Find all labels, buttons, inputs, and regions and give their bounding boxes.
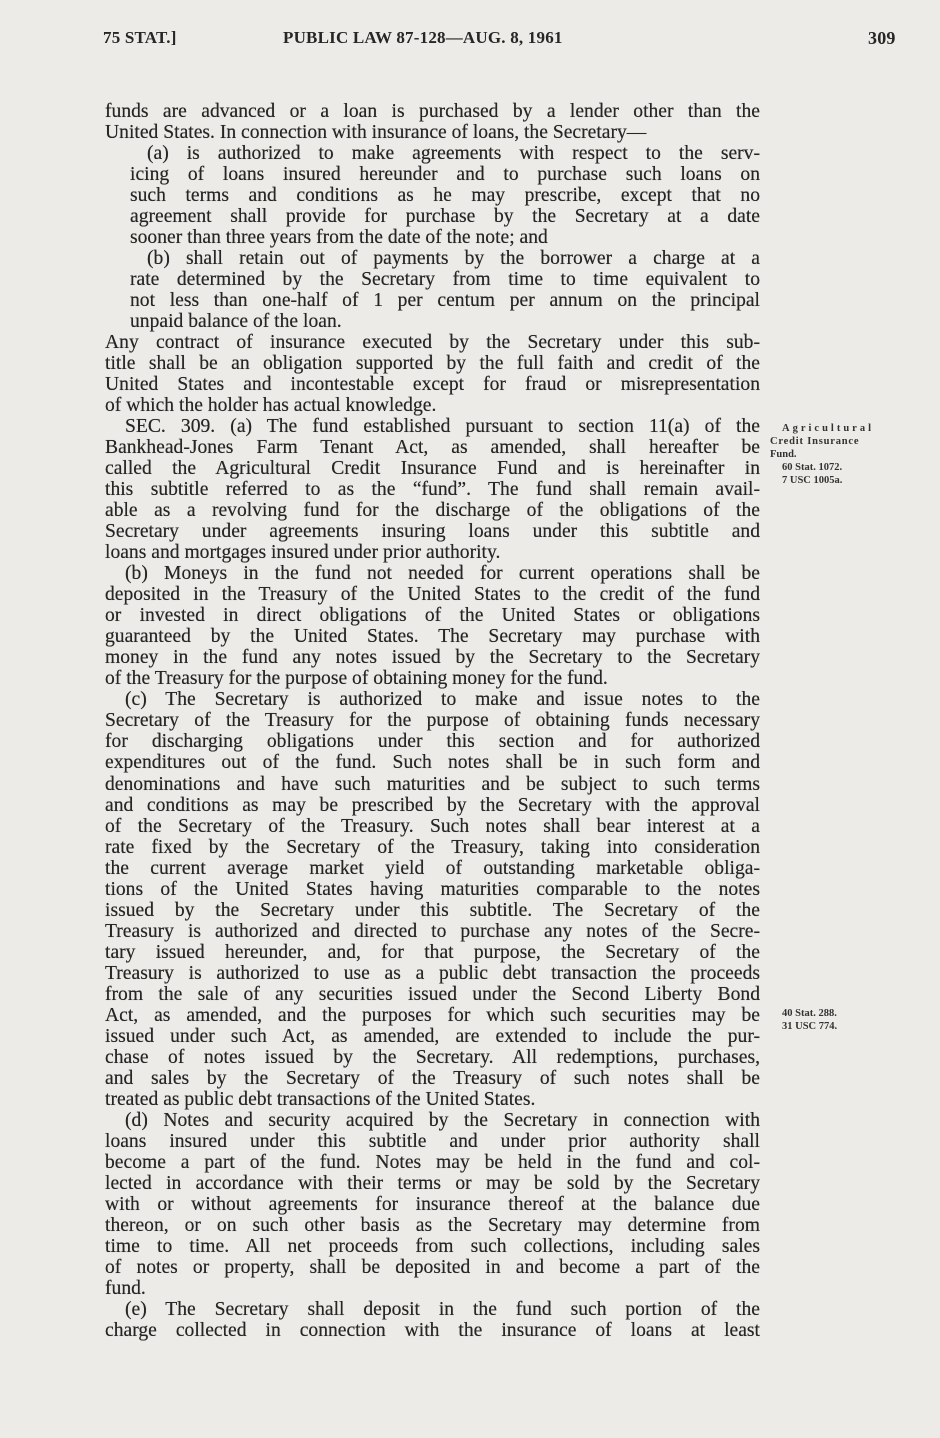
text-line: issued under such Act, as amended, are extended to include the pur- [105,1025,760,1047]
text-line: chase of notes issued by the Secretary. All redemptions, purchases, [105,1046,760,1068]
text-line: or invested in direct obligations of the United States or obligations [105,605,760,627]
text-line: not less than one-half of 1 per centum per annum on the principal [130,290,760,312]
text-line: money in the fund any notes issued by the Secretary to the Secretary [105,647,760,669]
text-line: the current average market yield of outstanding marketable obliga- [105,857,760,879]
text-line: able as a revolving fund for the discharge of the obligations of the [105,500,760,522]
text-line: funds are advanced or a loan is purchased by a lender other than the [105,101,760,122]
text-line: lected in accordance with their terms or may be sold by the Secretary [105,1172,760,1194]
text-line: (b) shall retain out of payments by the borrower a charge at a [147,248,760,270]
text-line: icing of loans insured hereunder and to purchase such loans on [130,164,760,186]
text-line: such terms and conditions as he may prescribe, except that no [130,185,760,207]
text-line: of the Secretary of the Treasury. Such notes shall bear interest at a [105,815,760,837]
text-line: Secretary of the Treasury for the purpose of obtaining funds necessary [105,710,760,732]
text-line: treated as public debt transactions of the United States. [105,1088,536,1110]
text-line: and sales by the Secretary of the Treasury of such notes shall be [105,1067,760,1089]
text-line: tions of the United States having maturities comparable to the notes [105,878,760,900]
margin-note-citation: 31 USC 774. [782,1021,838,1032]
text-line: expenditures out of the fund. Such notes shall be in such form and [105,752,760,774]
text-line: loans and mortgages insured under prior authority. [105,542,501,564]
text-line: Bankhead-Jones Farm Tenant Act, as amended, shall hereafter be [105,437,760,459]
text-line: of notes or property, shall be deposited in and become a part of the [105,1256,760,1278]
text-line: (d) Notes and security acquired by the Secretary in connection with [125,1109,760,1131]
text-line: Any contract of insurance executed by the Secretary under this sub- [105,332,760,354]
margin-note-heading: Fund. [770,449,797,460]
paragraph [105,1299,760,1341]
text-line: become a part of the fund. Notes may be held in the fund and col- [105,1151,760,1173]
paragraph [105,248,760,332]
text-line: rate fixed by the Secretary of the Treasury, taking into consideration [105,836,760,858]
paragraph [105,143,760,248]
text-line: SEC. 309. (a) The fund established pursuant to section 11(a) of the [125,416,760,438]
text-line: and conditions as may be prescribed by the Secretary with the approval [105,794,760,816]
margin-note-heading: Agricultural [782,423,874,434]
page-number: 309 [868,28,896,48]
margin-note-heading: Credit Insurance [770,436,860,447]
text-line: unpaid balance of the loan. [130,311,342,333]
text-line: (b) Moneys in the fund not needed for current operations shall be [125,563,760,585]
paragraph [105,1110,760,1299]
text-line: United States. In connection with insurance of loans, the Secretary— [105,122,647,144]
paragraph [105,416,760,563]
text-line: Act, as amended, and the purposes for which such securities may be [105,1004,760,1026]
text-line: called the Agricultural Credit Insurance Fund and is hereinafter in [105,458,760,480]
text-line: thereon, or on such other basis as the Secretary may determine from [105,1214,760,1236]
text-line: rate determined by the Secretary from time to time equivalent to [130,269,760,291]
text-line: tary issued hereunder, and, for that purpose, the Secretary of the [105,941,760,963]
margin-note-liberty-bond [782,1007,837,1033]
text-line: issued by the Secretary under this subtitle. The Secretary of the [105,899,760,921]
text-line: loans insured under this subtitle and under prior authority shall [105,1130,760,1152]
text-line: deposited in the Treasury of the United States to the credit of the fund [105,584,760,606]
text-line: United States and incontestable except for fraud or misrepresentation [105,374,760,396]
text-line: title shall be an obligation supported by the full faith and credit of the [105,353,760,375]
margin-note-citation: 40 Stat. 288. [782,1008,837,1019]
text-line: of which the holder has actual knowledge. [105,395,437,417]
text-line: charge collected in connection with the insurance of loans at least [105,1319,760,1341]
text-line: this subtitle referred to as the “fund”. The fund shall remain avail- [105,479,760,501]
text-line: of the Treasury for the purpose of obtaining money for the fund. [105,668,608,690]
text-line: Treasury is authorized and directed to purchase any notes of the Secre- [105,920,760,942]
body-text [105,101,760,1341]
paragraph [105,332,760,416]
text-line: guaranteed by the United States. The Secretary may purchase with [105,626,760,648]
text-line: fund. [105,1277,146,1299]
text-line: sooner than three years from the date of the note; and [130,227,548,249]
text-line: (e) The Secretary shall deposit in the fund such portion of the [125,1298,760,1320]
text-line: Secretary under agreements insuring loans under this subtitle and [105,521,760,543]
text-line: for discharging obligations under this section and for authorized [105,731,760,753]
text-line: from the sale of any securities issued under the Second Liberty Bond [105,983,760,1005]
volume-reference: 75 STAT.] [103,28,177,47]
margin-note-citation: 60 Stat. 1072. [782,462,843,473]
margin-note-citation: 7 USC 1005a. [782,475,843,486]
paragraph [105,101,760,143]
running-title: PUBLIC LAW 87-128—AUG. 8, 1961 [283,28,563,47]
text-line: denominations and have such maturities and be subject to such terms [105,773,760,795]
paragraph [105,689,760,1109]
text-line: (a) is authorized to make agreements with respect to the serv- [147,143,760,165]
paragraph [105,563,760,689]
text-line: agreement shall provide for purchase by the Secretary at a date [130,206,760,228]
text-line: time to time. All net proceeds from such collections, including sales [105,1235,760,1257]
margin-note-fund [770,422,874,487]
text-line: (c) The Secretary is authorized to make and issue notes to the [125,689,760,711]
text-line: with or without agreements for insurance thereof at the balance due [105,1193,760,1215]
text-line: Treasury is authorized to use as a public debt transaction the proceeds [105,962,760,984]
